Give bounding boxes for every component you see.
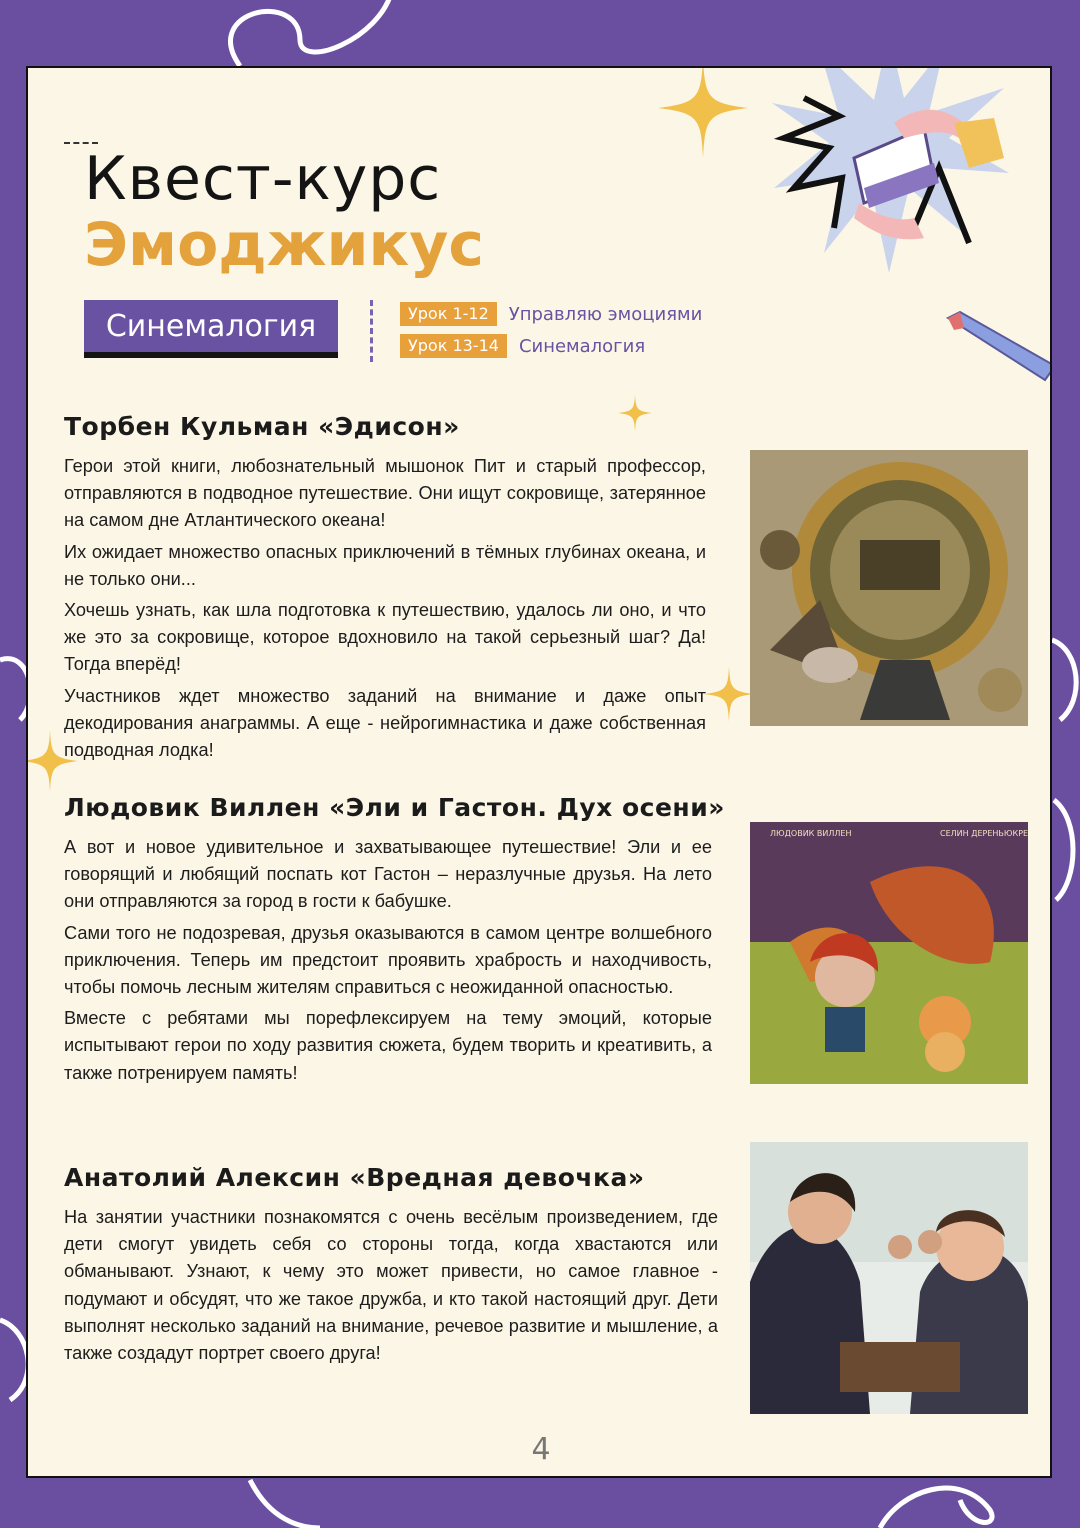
sparkle-icon — [618, 394, 652, 432]
lesson-row — [400, 302, 702, 326]
edison-book-illustration — [750, 450, 1028, 726]
section-title: Торбен Кульман «Эдисон» — [64, 412, 460, 441]
section-body — [64, 453, 706, 768]
section-title: Людовик Виллен «Эли и Гастон. Дух осени» — [64, 793, 725, 822]
cover-illustrator: СЕЛИН ДЕРЕНЬЮКРЕ — [940, 829, 1028, 838]
section-body — [64, 1204, 718, 1371]
course-tag — [84, 300, 338, 352]
paragraph: Герои этой книги, любознательный мышонок Пит и старый профессор, отправляются в подводное путешествие. Они ищут сокровище, затерянное на самом дне Атлантического океана! — [64, 456, 706, 531]
lesson-number: Урок 13-14 — [400, 334, 507, 358]
book-star-illustration — [764, 66, 1014, 278]
lesson-number: Урок 1-12 — [400, 302, 497, 326]
pencil-icon — [940, 308, 1052, 388]
sparkle-icon — [658, 66, 748, 158]
paragraph: Хочешь узнать, как шла подготовка к путешествию, удалось ли оно, и что же это за сокровище, которое вдохновило на такой серьезный шаг? Да! Тогда вперёд! — [64, 600, 706, 675]
paragraph: Вместе с ребятами мы порефлексируем на тему эмоций, которые испытывают герои по ходу развития сюжета, будем творить и креативить, а также потренируем память! — [64, 1008, 712, 1083]
lesson-row — [400, 334, 645, 358]
lesson-name: Управляю эмоциями — [508, 303, 703, 325]
title-line1: Квест-курс — [84, 144, 442, 214]
page — [26, 66, 1052, 1478]
eli-gaston-book-cover — [750, 822, 1028, 1084]
cover-author: ЛЮДОВИК ВИЛЛЕН — [770, 829, 852, 838]
paragraph: На занятии участники познакомятся с очень весёлым произведением, где дети смогут увидеть себя со стороны тогда, когда хвастаются или обманывают. Узнают, к чему это может привести, но самое главное - подумают и обсудят, что же такое дружба, и кто такой настоящий друг. Дети выполнят несколько заданий на внимание, речевое развитие и мышление, а также создадут портрет своего друга! — [64, 1207, 718, 1364]
section-body — [64, 834, 712, 1091]
paragraph: Сами того не подозревая, друзья оказываются в самом центре волшебного приключения. Теперь им предстоит проявить храбрость и находчивость, чтобы помочь лесным жителям справиться с неожиданной опасностью. — [64, 922, 712, 998]
lesson-name: Синемалогия — [518, 335, 646, 357]
paragraph: Их ожидает множество опасных приключений в тёмных глубинах океана, и не только они... — [64, 541, 706, 589]
harmful-girl-illustration — [750, 1142, 1028, 1414]
paragraph: Участников ждет множество заданий на внимание и даже опыт декодирования анаграммы. А еще - нейрогимнастика и даже собственная подводная лодка! — [64, 685, 706, 761]
sparkle-icon — [704, 664, 754, 724]
page-number: 4 — [531, 1432, 551, 1467]
paragraph: А вот и новое удивительное и захватывающее путешествие! Эли и ее говорящий и любящий поспать кот Гастон – неразлучные друзья. На лето они отправляются за город в гости к бабушке. — [64, 837, 712, 912]
course-tag-label: Синемалогия — [84, 300, 338, 352]
divider — [370, 300, 373, 362]
title-line2: Эмоджикус — [84, 210, 484, 280]
section-title: Анатолий Алексин «Вредная девочка» — [64, 1163, 645, 1192]
